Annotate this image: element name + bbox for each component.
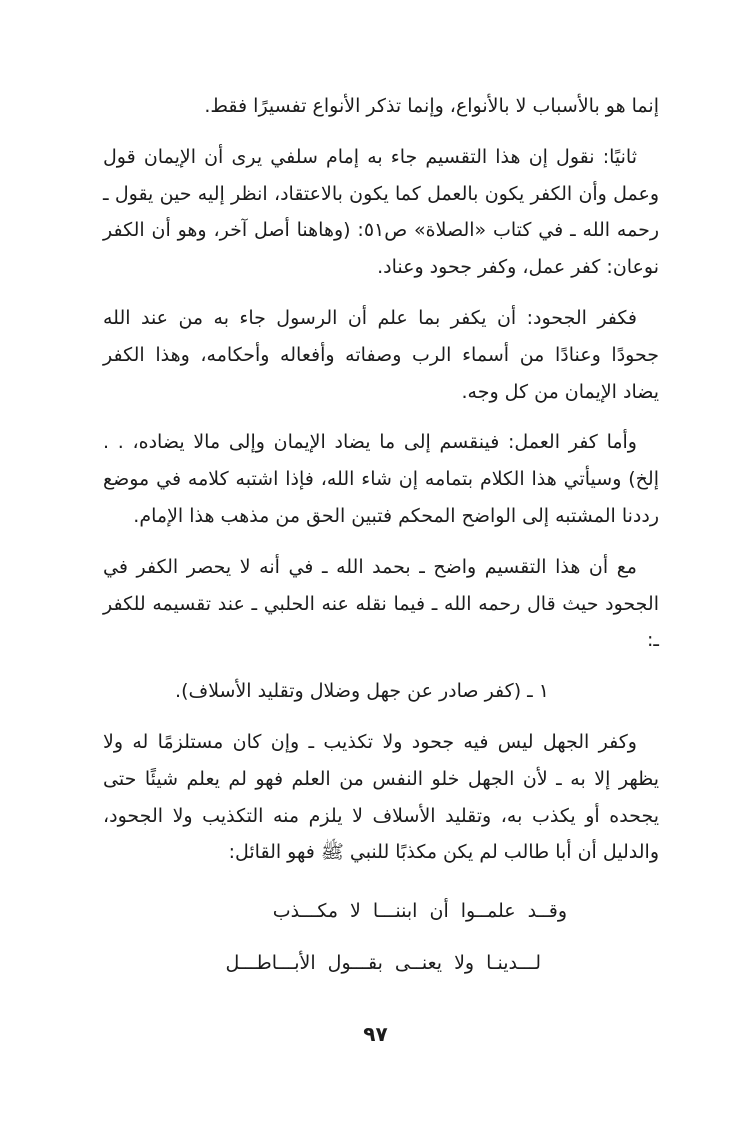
paragraph-kufr-juhud: فكفر الجحود: أن يكفر بما علم أن الرسول جاء به من عند الله جحودًا وعنادًا من أسماء الرب وصفاته وأفعاله وأحكامه، وهذا الكفر يضاد الإيمان من كل وجه. [103, 306, 659, 403]
page-number: ٩٧ [363, 1022, 388, 1046]
paragraph-kufr-amal: وأما كفر العمل: فينقسم إلى ما يضاد الإيمان وإلى مالا يضاده، . . إلخ) وسيأتي هذا الكلام بتمامه إن شاء الله، فإذا اشتبه كلامه في موضع رددنا المشتبه إلى الواضح المحكم فتبين الحق من مذهب هذا الإمام. [103, 431, 659, 527]
paragraph-second-point: ثانيًا: نقول إن هذا التقسيم جاء به إمام سلفي يرى أن الإيمان قول وعمل وأن الكفر يكون بالعمل كما يكون بالاعتقاد، انظر إليه حين يقول ـ رحمه الله ـ في كتاب «الصلاة» ص٥١: (وهاهنا أصل آخر، وهو أن الكفر نوعان: كفر عمل، وكفر جحود وعناد. [103, 145, 659, 279]
paragraph-causes-not-types: إنما هو بالأسباب لا بالأنواع، وإنما تذكر الأنواع تفسيرًا فقط. [204, 95, 659, 117]
verse-line-1: وقــد علمــوا أن ابننـــا لا مكـــذب [272, 900, 567, 923]
page-body [103, 88, 659, 989]
verse-line-2: لـــدينـا ولا يعنــى بقـــول الأبـــاطـــل [225, 952, 541, 975]
paragraph-division-clear: مع أن هذا التقسيم واضح ـ بحمد الله ـ في أنه لا يحصر الكفر في الجحود حيث قال رحمه الله ـ فيما نقله عنه الحلبي ـ عند تقسيمه للكفر ـ: [103, 555, 659, 652]
paragraph-kufr-jahl: وكفر الجهل ليس فيه جحود ولا تكذيب ـ وإن كان مستلزمًا له ولا يظهر إلا به ـ لأن الجهل خلو النفس من العلم فهو لم يعلم شيئًا حتى يجحده أو يكذب به، وتقليد الأسلاف لا يلزم منه التكذيب ولا الجحود، والدليل أن أبا طالب لم يكن مكذبًا للنبي ﷺ فهو القائل: [103, 730, 659, 864]
list-item-first-type: ١ ـ (كفر صادر عن جهل وضلال وتقليد الأسلاف). [175, 680, 549, 703]
